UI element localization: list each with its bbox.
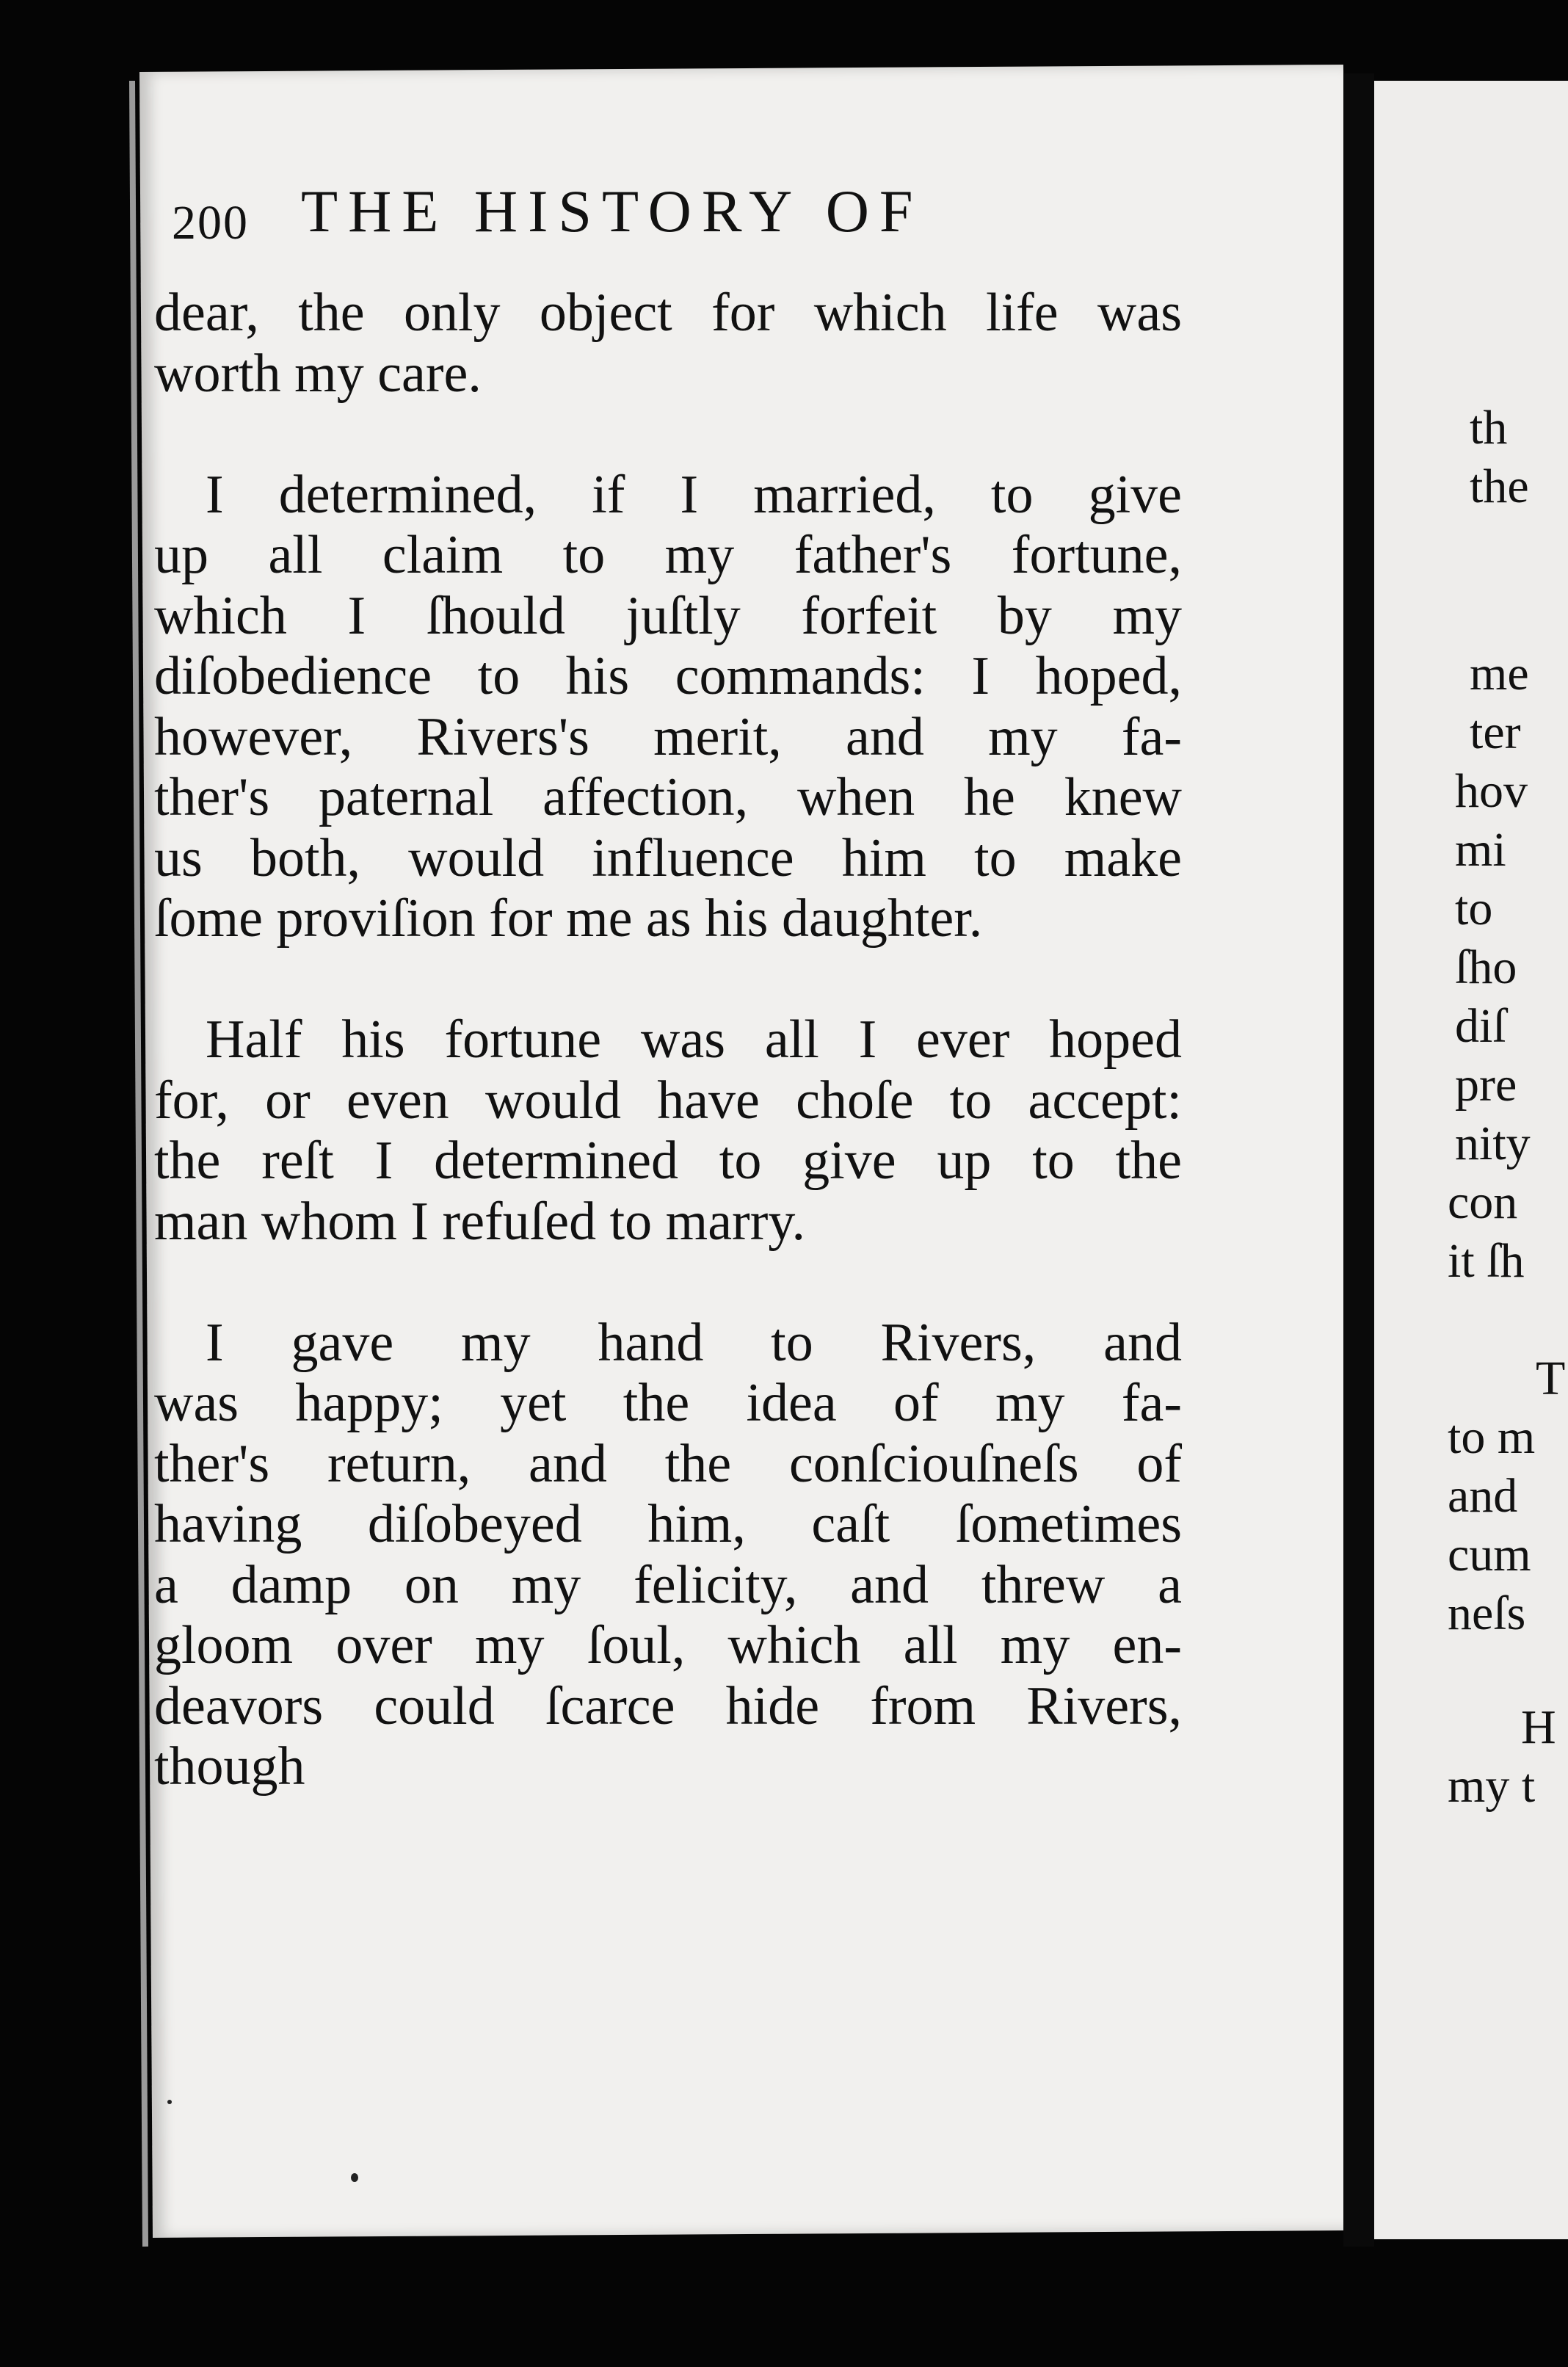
fragment-text: ſho (1455, 940, 1517, 994)
running-head (154, 180, 1182, 283)
text-line: was happy; yet the idea of my fa- (154, 1373, 1182, 1433)
left-page-text (154, 180, 1182, 1797)
text-line: diſobedience to his commands: I hoped, (154, 646, 1182, 706)
page-number: 200 (172, 196, 249, 250)
text-line: I gave my hand to Rivers, and (206, 1312, 1182, 1373)
text-line: ther's return, and the conſciouſneſs of (154, 1433, 1182, 1494)
text-line: for, or even would have choſe to accept: (154, 1070, 1182, 1131)
fragment-text: to (1455, 882, 1493, 935)
text-line: I determined, if I married, to give (206, 464, 1182, 525)
fragment-text: ter (1470, 706, 1521, 759)
text-line: man whom I refuſed to marry. (154, 1191, 806, 1252)
catchword: though (154, 1736, 305, 1797)
paragraph (154, 1009, 1182, 1252)
gutter (1343, 73, 1374, 2247)
fragment-text: diſ (1455, 999, 1506, 1053)
ink-speck (167, 2100, 172, 2104)
fragment-text: th (1470, 401, 1508, 454)
text-line: ſome proviſion for me as his daughter. (154, 888, 983, 949)
fragment-text: me (1470, 647, 1529, 700)
paragraph (154, 283, 1182, 404)
fragment-text: pre (1455, 1058, 1517, 1112)
text-line: however, Rivers's merit, and my fa- (154, 706, 1182, 767)
text-line: a damp on my felicity, and threw a (154, 1554, 1182, 1615)
fragment-text: cum (1448, 1528, 1531, 1581)
paragraph (154, 465, 1182, 949)
text-line: us both, would influence him to make (154, 827, 1182, 888)
fragment-text: T (1536, 1352, 1566, 1405)
text-line: up all claim to my father's fortune, (154, 525, 1182, 585)
fragment-text: it ſh (1448, 1234, 1525, 1288)
fragment-text: the (1470, 460, 1529, 513)
right-page-fragment (1374, 81, 1568, 2239)
text-line: deavors could ſcarce hide from Rivers, (154, 1675, 1182, 1736)
fragment-text: neſs (1448, 1587, 1526, 1640)
text-line: worth my care. (154, 343, 482, 404)
text-line: ther's paternal affection, when he knew (154, 767, 1182, 827)
fragment-text: and (1448, 1469, 1518, 1523)
fragment-text: my t (1448, 1759, 1536, 1813)
text-line: dear, the only object for which life was (154, 283, 1182, 343)
text-line: the reſt I determined to give up to the (154, 1131, 1182, 1191)
ink-speck (351, 2173, 358, 2182)
fragment-text: con (1448, 1175, 1518, 1229)
fragment-text: hov (1455, 764, 1528, 818)
text-line: which I ſhould juſtly forfeit by my (154, 585, 1182, 646)
running-head-title: THE HISTORY OF (301, 178, 923, 244)
fragment-text: mi (1455, 823, 1506, 877)
fragment-text: nity (1455, 1117, 1531, 1170)
text-line: gloom over my ſoul, which all my en- (154, 1615, 1182, 1675)
fragment-text: to m (1448, 1410, 1536, 1464)
paragraph (154, 1313, 1182, 1737)
text-line: having diſobeyed him, caſt ſometimes (154, 1494, 1182, 1554)
fragment-text: H (1521, 1700, 1556, 1754)
text-line: Half his fortune was all I ever hoped (206, 1009, 1182, 1070)
